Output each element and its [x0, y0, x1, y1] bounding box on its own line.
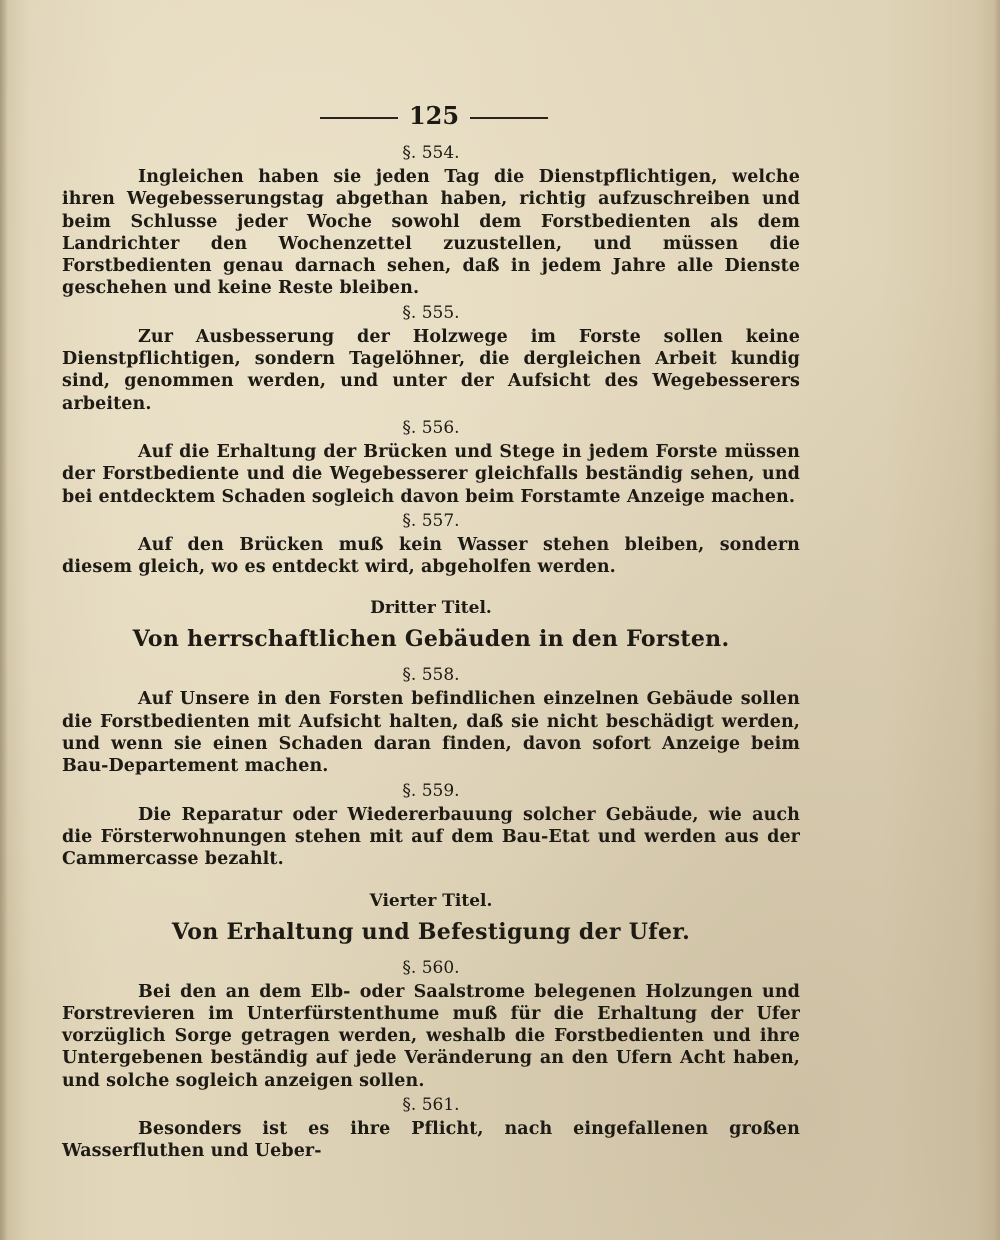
title-label-vierter: Vierter Titel. [369, 890, 493, 911]
paragraph-561: Besonders ist es ihre Pflicht, nach eingefallenen großen Wasserfluthen und Ueber- [62, 1119, 800, 1162]
section-heading-559: §. 559. [402, 780, 460, 801]
header-rule-right [470, 117, 548, 119]
paragraph-554: Ingleichen haben sie jeden Tag die Dienstpflichtigen, welche ihren Wegebesserungstag abgethan haben, richtig aufzuschreiben und beim Schlusse jeder Woche sowohl dem Forstbedienten als dem Landrichter den Wochenzettel zuzustellen, und müssen die Forstbedienten genau darnach sehen, daß in jedem Jahre alle Dienste geschehen und keine Reste bleiben. [62, 167, 800, 299]
section-heading-555: §. 555. [402, 302, 460, 323]
section-heading-554: §. 554. [402, 143, 460, 163]
title-heading-dritter: Von herrschaftlichen Gebäuden in den Forsten. [132, 626, 730, 653]
section-heading-556: §. 556. [402, 417, 460, 438]
title-heading-vierter: Von Erhaltung und Befestigung der Ufer. [171, 918, 691, 945]
paragraph-559: Die Reparatur oder Wiedererbauung solcher Gebäude, wie auch die Försterwohnungen stehen mit auf dem Bau-Etat und werden aus der Cammercasse bezahlt. [62, 804, 800, 870]
header-rule-left [320, 117, 398, 119]
page-number: 125 [408, 101, 460, 130]
paragraph-560: Bei den an dem Elb- oder Saalstrome belegenen Holzungen und Forstrevieren im Unterfürstenthume muß für die Erhaltung der Ufer vorzüglich Sorge getragen werden, weshalb die Forstbedienten und ihre Untergebenen beständig auf jede Veränderung an den Ufern Acht haben, und solche sogleich anzeigen sollen. [62, 981, 800, 1091]
paragraph-558: Auf Unsere in den Forsten befindlichen einzelnen Gebäude sollen die Forstbedienten mit Aufsicht halten, daß sie nicht beschädigt werden, und wenn sie einen Schaden daran finden, davon sofort Anzeige beim Bau-Departement machen. [62, 689, 800, 777]
section-heading-560: §. 560. [402, 957, 460, 978]
page-header [0, 98, 1000, 134]
section-heading-558: §. 558. [402, 665, 460, 686]
page-left-shadow [0, 0, 8, 1240]
paragraph-555: Zur Ausbesserung der Holzwege im Forste sollen keine Dienstpflichtigen, sondern Tagelöhner, die dergleichen Arbeit kundig sind, genommen werden, und unter der Aufsicht des Wegebesserers arbeiten. [62, 326, 800, 414]
section-heading-561: §. 561. [402, 1095, 460, 1116]
page-right-shadow [994, 0, 1000, 1240]
paragraph-556: Auf die Erhaltung der Brücken und Stege in jedem Forste müssen der Forstbediente und die Wegebesserer gleichfalls beständig sehen, und bei entdecktem Schaden sogleich davon beim Forstamte Anzeige machen. [62, 441, 800, 507]
page-body [62, 140, 800, 1163]
title-label-dritter: Dritter Titel. [370, 598, 492, 619]
section-heading-557: §. 557. [402, 510, 460, 531]
paragraph-557: Auf den Brücken muß kein Wasser stehen bleiben, sondern diesem gleich, wo es entdeckt wird, abgeholfen werden. [62, 534, 800, 578]
